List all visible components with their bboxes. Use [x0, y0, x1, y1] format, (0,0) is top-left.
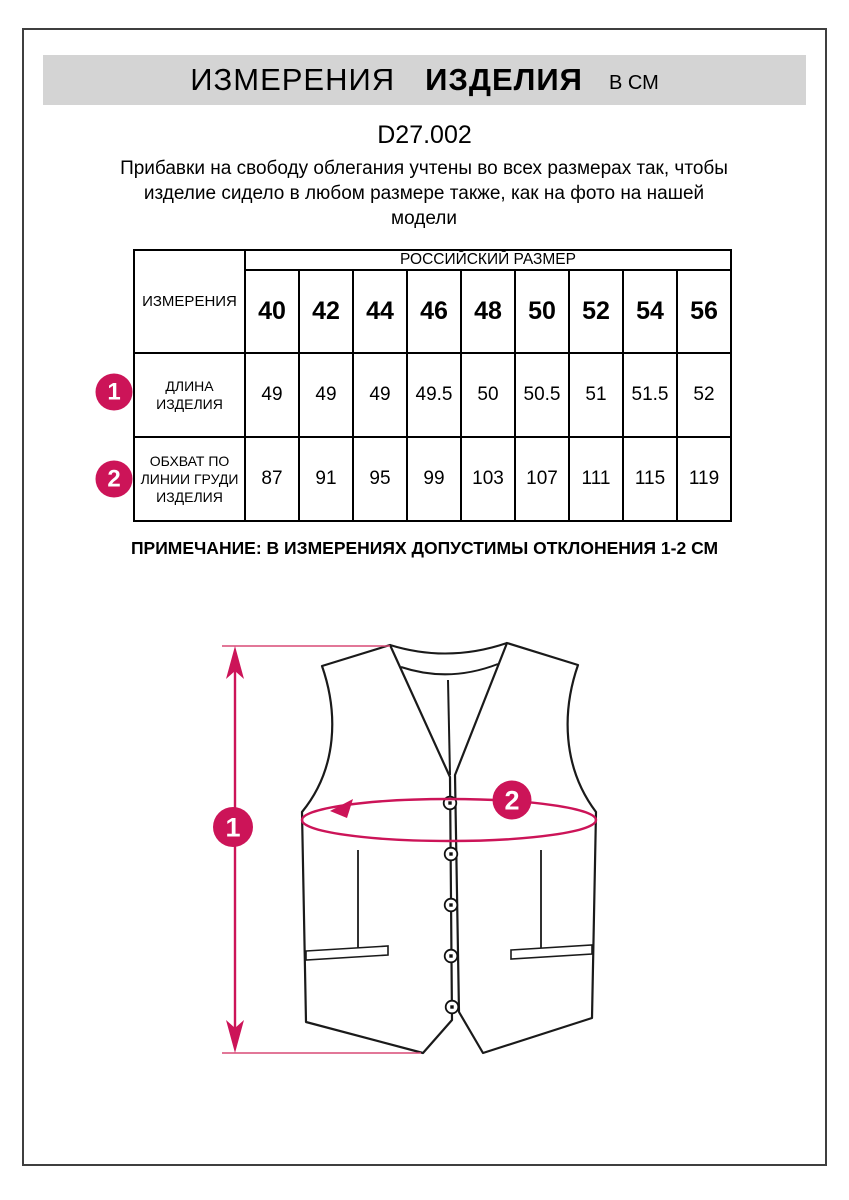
value-cell: 50	[461, 353, 515, 437]
size-col-44: 44	[353, 270, 407, 353]
value-cell: 50.5	[515, 353, 569, 437]
value-cell: 49	[353, 353, 407, 437]
row-badge-2: 2	[96, 461, 133, 498]
button-icon	[446, 1001, 459, 1014]
value-cell: 52	[677, 353, 731, 437]
measurements-header: ИЗМЕРЕНИЯ	[134, 250, 245, 353]
size-col-54: 54	[623, 270, 677, 353]
size-col-48: 48	[461, 270, 515, 353]
size-col-46: 46	[407, 270, 461, 353]
svg-text:1: 1	[225, 812, 241, 843]
value-cell: 107	[515, 437, 569, 521]
size-col-52: 52	[569, 270, 623, 353]
russian-size-header: РОССИЙСКИЙ РАЗМЕР	[245, 250, 731, 270]
collar-inner-line	[401, 664, 498, 674]
value-cell: 49	[245, 353, 299, 437]
intro-text: Прибавки на свободу облегания учтены во всех размерах так, чтобы изделие сидело в любом размере также, как на фото на нашей модели	[120, 158, 728, 230]
button-icon	[445, 950, 458, 963]
title-measurements: ИЗМЕРЕНИЯ	[190, 62, 396, 97]
size-col-40: 40	[245, 270, 299, 353]
row-label: ОБХВАТ ПО ЛИНИИ ГРУДИ ИЗДЕЛИЯ	[134, 437, 245, 521]
back-neck-line	[390, 643, 507, 654]
size-col-50: 50	[515, 270, 569, 353]
svg-text:2: 2	[504, 785, 520, 816]
value-cell: 103	[461, 437, 515, 521]
title-units: В СМ	[608, 71, 659, 94]
vest-right-panel	[455, 643, 596, 1053]
diagram-badge-2	[493, 781, 532, 820]
size-col-42: 42	[299, 270, 353, 353]
center-back-seam	[448, 680, 450, 775]
title-product: ИЗДЕЛИЯ	[425, 62, 583, 97]
value-cell: 95	[353, 437, 407, 521]
row-label: ДЛИНА ИЗДЕЛИЯ	[134, 353, 245, 437]
row-badge-1: 1	[96, 374, 133, 411]
value-cell: 99	[407, 437, 461, 521]
value-cell: 49.5	[407, 353, 461, 437]
value-cell: 51	[569, 353, 623, 437]
value-cell: 91	[299, 437, 353, 521]
vest-left-panel	[302, 645, 452, 1053]
table-row	[134, 353, 731, 437]
value-cell: 87	[245, 437, 299, 521]
value-cell: 115	[623, 437, 677, 521]
title-banner	[43, 55, 806, 105]
value-cell: 49	[299, 353, 353, 437]
value-cell: 119	[677, 437, 731, 521]
size-col-56: 56	[677, 270, 731, 353]
size-table	[133, 249, 732, 522]
model-code: D27.002	[377, 121, 472, 149]
note-text: ПРИМЕЧАНИЕ: В ИЗМЕРЕНИЯХ ДОПУСТИМЫ ОТКЛОНЕНИЯ 1-2 СМ	[130, 538, 719, 558]
value-cell: 51.5	[623, 353, 677, 437]
diagram-badge-1	[213, 807, 253, 847]
button-icon	[445, 899, 458, 912]
table-row	[134, 437, 731, 521]
button-icon	[445, 848, 458, 861]
value-cell: 111	[569, 437, 623, 521]
vest-diagram	[180, 618, 660, 1080]
